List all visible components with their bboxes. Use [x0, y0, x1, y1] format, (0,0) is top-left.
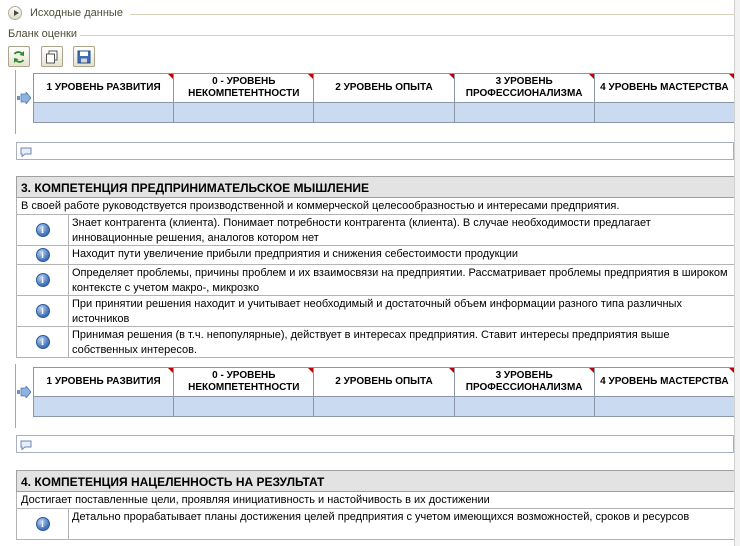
section-title: 3. КОМПЕТЕНЦИЯ ПРЕДПРИНИМАТЕЛЬСКОЕ МЫШЛЕНИЕ: [16, 176, 735, 198]
grade-cell-1[interactable]: [34, 397, 174, 417]
info-icon[interactable]: i: [36, 517, 50, 531]
info-icon[interactable]: i: [36, 335, 50, 349]
grade-cell-0[interactable]: [174, 397, 314, 417]
grade-cell-4[interactable]: [594, 397, 734, 417]
grade-cell-0[interactable]: [174, 103, 314, 123]
grade-header-2[interactable]: 2 УРОВЕНЬ ОПЫТА: [314, 74, 454, 103]
indicator-text: При принятии решения находит и учитывает необходимый и достаточный объем информации разного типа различных источников: [72, 298, 682, 325]
grade-selector: [15, 70, 735, 134]
info-icon[interactable]: i: [36, 304, 50, 318]
competency-section: [16, 470, 735, 540]
blank-label: Бланк оценки: [8, 28, 78, 40]
row-pointer-icon: [17, 386, 31, 398]
competency-section: [16, 176, 735, 358]
save-button[interactable]: [73, 46, 95, 67]
grade-header-3[interactable]: 3 УРОВЕНЬ ПРОФЕССИОНАЛИЗМА: [454, 368, 594, 397]
grade-header-3[interactable]: 3 УРОВЕНЬ ПРОФЕССИОНАЛИЗМА: [454, 74, 594, 103]
indicator-row[interactable]: [16, 509, 735, 540]
comment-icon: [20, 147, 32, 157]
save-icon: [77, 50, 91, 64]
grade-table: [33, 367, 735, 417]
grade-table: [33, 73, 735, 123]
indicator-row[interactable]: [16, 327, 735, 358]
divider: [130, 14, 740, 15]
indicator-icon-cell: [17, 246, 69, 264]
grade-cell-2[interactable]: [314, 397, 454, 417]
indicator-row[interactable]: [16, 215, 735, 246]
scrollbar-track[interactable]: [734, 0, 740, 546]
grade-selector: [15, 364, 735, 428]
source-data-link[interactable]: Исходные данные: [30, 7, 123, 19]
grade-cell-1[interactable]: [34, 103, 174, 123]
expand-arrow-icon[interactable]: [8, 6, 22, 20]
refresh-button[interactable]: [8, 46, 30, 67]
comment-icon: [20, 440, 32, 450]
indicator-text: Определяет проблемы, причины проблем и их взаимосвязи на предприятии. Рассматривает проблемы предприятия в широком контексте с учетом макро-, микрозко: [72, 267, 728, 294]
info-icon[interactable]: i: [36, 248, 50, 262]
row-marker: [15, 364, 33, 428]
indicator-text: Знает контрагента (клиента). Понимает потребности контрагента (клиента). В случае необходимости предлагает инновационные решения, аналогов котором нет: [72, 217, 651, 244]
comment-field[interactable]: [16, 142, 734, 160]
grade-cell-2[interactable]: [314, 103, 454, 123]
indicator-text: Детально прорабатывает планы достижения целей предприятия с учетом имеющихся возможностей, сроков и ресурсов: [72, 511, 690, 523]
divider: [80, 35, 740, 36]
copy-button[interactable]: [41, 46, 63, 67]
refresh-icon: [12, 50, 26, 64]
indicator-icon-cell: [17, 327, 69, 357]
indicator-text: Находит пути увеличение прибыли предприятия и снижения себестоимости продукции: [72, 248, 519, 260]
section-description: В своей работе руководствуется производственной и коммерческой целесообразностью и интересами предприятия.: [16, 198, 735, 215]
info-icon[interactable]: i: [36, 273, 50, 287]
section-description: Достигает поставленные цели, проявляя инициативность и настойчивость в их достижении: [16, 492, 735, 509]
indicator-icon-cell: [17, 215, 69, 245]
indicator-row[interactable]: [16, 296, 735, 327]
grade-header-1[interactable]: 1 УРОВЕНЬ РАЗВИТИЯ: [34, 368, 174, 397]
indicator-icon-cell: [17, 509, 69, 539]
grade-header-4[interactable]: 4 УРОВЕНЬ МАСТЕРСТВА: [594, 74, 734, 103]
section-title: 4. КОМПЕТЕНЦИЯ НАЦЕЛЕННОСТЬ НА РЕЗУЛЬТАТ: [16, 470, 735, 492]
indicator-icon-cell: [17, 296, 69, 326]
top-bar: [0, 0, 740, 24]
row-marker: [15, 70, 33, 134]
grade-cell-3[interactable]: [454, 103, 594, 123]
grade-header-4[interactable]: 4 УРОВЕНЬ МАСТЕРСТВА: [594, 368, 734, 397]
copy-icon: [45, 50, 59, 64]
grade-header-0[interactable]: 0 - УРОВЕНЬ НЕКОМПЕТЕНТНОСТИ: [174, 368, 314, 397]
indicator-text: Принимая решения (в т.ч. непопулярные), действует в интересах предприятия. Ставит интересы предприятия выше собственных интересов.: [72, 329, 670, 356]
grade-cell-3[interactable]: [454, 397, 594, 417]
grade-header-1[interactable]: 1 УРОВЕНЬ РАЗВИТИЯ: [34, 74, 174, 103]
grade-header-0[interactable]: 0 - УРОВЕНЬ НЕКОМПЕТЕНТНОСТИ: [174, 74, 314, 103]
row-pointer-icon: [17, 92, 31, 104]
comment-field[interactable]: [16, 435, 734, 453]
grade-header-2[interactable]: 2 УРОВЕНЬ ОПЫТА: [314, 368, 454, 397]
indicator-icon-cell: [17, 265, 69, 295]
grade-cell-4[interactable]: [594, 103, 734, 123]
indicator-row[interactable]: [16, 246, 735, 265]
indicator-row[interactable]: [16, 265, 735, 296]
info-icon[interactable]: i: [36, 223, 50, 237]
